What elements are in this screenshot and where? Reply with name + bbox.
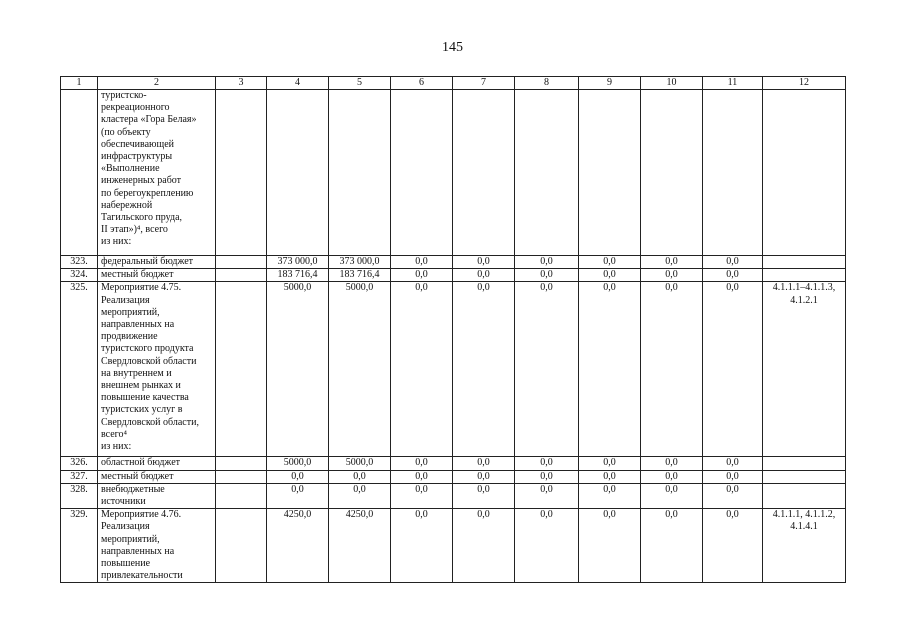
value-cell: 0,0 (391, 282, 453, 457)
value-cell: 0,0 (641, 256, 703, 269)
value-cell: 0,0 (641, 457, 703, 470)
value-cell: 0,0 (515, 470, 579, 483)
table-row (61, 282, 846, 457)
value-cell: 5000,0 (329, 457, 391, 470)
value-cell: 0,0 (391, 457, 453, 470)
value-cell: 0,0 (515, 457, 579, 470)
value-cell: 0,0 (453, 509, 515, 583)
table-row (61, 470, 846, 483)
page-number: 145 (442, 40, 463, 55)
value-cell: 0,0 (579, 483, 641, 508)
column-header: 10 (641, 77, 703, 90)
value-cell: 4250,0 (329, 509, 391, 583)
reference-cell (763, 256, 846, 269)
column-header: 11 (703, 77, 763, 90)
value-cell: 0,0 (391, 269, 453, 282)
value-cell: 0,0 (641, 470, 703, 483)
row-name: внебюджетные источники (98, 483, 216, 508)
col3-cell (216, 256, 267, 269)
value-cell: 0,0 (641, 483, 703, 508)
value-cell: 0,0 (453, 256, 515, 269)
column-header: 9 (579, 77, 641, 90)
row-number (61, 90, 98, 256)
column-header: 7 (453, 77, 515, 90)
row-name: областной бюджет (98, 457, 216, 470)
table-row (61, 269, 846, 282)
value-cell: 0,0 (267, 483, 329, 508)
table-row (61, 509, 846, 583)
value-cell: 0,0 (515, 269, 579, 282)
value-cell: 0,0 (703, 483, 763, 508)
column-header: 3 (216, 77, 267, 90)
value-cell (391, 90, 453, 256)
col3-cell (216, 282, 267, 457)
value-cell: 0,0 (579, 470, 641, 483)
column-header: 4 (267, 77, 329, 90)
value-cell: 0,0 (703, 282, 763, 457)
column-header: 12 (763, 77, 846, 90)
value-cell: 0,0 (579, 282, 641, 457)
col3-cell (216, 457, 267, 470)
value-cell (515, 90, 579, 256)
row-name: федеральный бюджет (98, 256, 216, 269)
value-cell: 0,0 (641, 282, 703, 457)
column-header: 6 (391, 77, 453, 90)
value-cell: 373 000,0 (329, 256, 391, 269)
column-header: 8 (515, 77, 579, 90)
value-cell (641, 90, 703, 256)
value-cell: 5000,0 (267, 282, 329, 457)
table-row (61, 457, 846, 470)
column-header: 2 (98, 77, 216, 90)
column-header: 5 (329, 77, 391, 90)
value-cell: 0,0 (641, 509, 703, 583)
value-cell: 0,0 (515, 483, 579, 508)
value-cell: 0,0 (453, 282, 515, 457)
value-cell: 373 000,0 (267, 256, 329, 269)
value-cell (579, 90, 641, 256)
reference-cell (763, 90, 846, 256)
value-cell: 0,0 (453, 269, 515, 282)
table-row (61, 256, 846, 269)
value-cell: 0,0 (579, 457, 641, 470)
value-cell: 0,0 (579, 509, 641, 583)
reference-cell: 4.1.1.1, 4.1.1.2, 4.1.4.1 (763, 509, 846, 583)
table-row (61, 90, 846, 256)
value-cell: 0,0 (391, 256, 453, 269)
reference-cell (763, 457, 846, 470)
value-cell: 4250,0 (267, 509, 329, 583)
value-cell (267, 90, 329, 256)
value-cell: 0,0 (579, 256, 641, 269)
col3-cell (216, 509, 267, 583)
budget-table (60, 76, 846, 583)
table-row (61, 483, 846, 508)
value-cell: 0,0 (515, 282, 579, 457)
value-cell: 0,0 (391, 470, 453, 483)
row-name: Мероприятие 4.76. Реализация мероприятий, направленных на повышение привлекательности (98, 509, 216, 583)
value-cell: 0,0 (329, 470, 391, 483)
row-number: 327. (61, 470, 98, 483)
value-cell: 5000,0 (329, 282, 391, 457)
value-cell: 0,0 (703, 457, 763, 470)
value-cell: 0,0 (703, 470, 763, 483)
row-number: 325. (61, 282, 98, 457)
value-cell: 0,0 (703, 256, 763, 269)
value-cell: 0,0 (453, 483, 515, 508)
row-number: 324. (61, 269, 98, 282)
reference-cell: 4.1.1.1–4.1.1.3, 4.1.2.1 (763, 282, 846, 457)
value-cell: 0,0 (515, 256, 579, 269)
value-cell: 0,0 (453, 470, 515, 483)
col3-cell (216, 483, 267, 508)
col3-cell (216, 470, 267, 483)
value-cell (329, 90, 391, 256)
row-name: туристско- рекреационного кластера «Гора Белая» (по объекту обеспечивающей инфраструктуры «Выполнение инженерных работ по берегоукреплению набережной Тагильского пруда, II этап»)⁴, всего из них: (98, 90, 216, 256)
row-number: 323. (61, 256, 98, 269)
reference-cell (763, 470, 846, 483)
value-cell (453, 90, 515, 256)
value-cell (703, 90, 763, 256)
col3-cell (216, 269, 267, 282)
row-number: 326. (61, 457, 98, 470)
value-cell: 0,0 (267, 470, 329, 483)
value-cell: 0,0 (641, 269, 703, 282)
column-header: 1 (61, 77, 98, 90)
value-cell: 0,0 (703, 269, 763, 282)
value-cell: 0,0 (703, 509, 763, 583)
row-number: 328. (61, 483, 98, 508)
row-name: Мероприятие 4.75. Реализация мероприятий, направленных на продвижение туристского продукта Свердловской области на внутреннем и внешнем рынках и повышение качества туристских услуг в Свердловской области, всего⁴ из них: (98, 282, 216, 457)
col3-cell (216, 90, 267, 256)
row-number: 329. (61, 509, 98, 583)
value-cell: 0,0 (329, 483, 391, 508)
value-cell: 0,0 (579, 269, 641, 282)
row-name: местный бюджет (98, 269, 216, 282)
value-cell: 5000,0 (267, 457, 329, 470)
value-cell: 0,0 (391, 509, 453, 583)
table-header-row (61, 77, 846, 90)
table-body (61, 77, 846, 583)
value-cell: 0,0 (515, 509, 579, 583)
value-cell: 183 716,4 (267, 269, 329, 282)
row-name: местный бюджет (98, 470, 216, 483)
reference-cell (763, 269, 846, 282)
value-cell: 183 716,4 (329, 269, 391, 282)
value-cell: 0,0 (453, 457, 515, 470)
reference-cell (763, 483, 846, 508)
value-cell: 0,0 (391, 483, 453, 508)
